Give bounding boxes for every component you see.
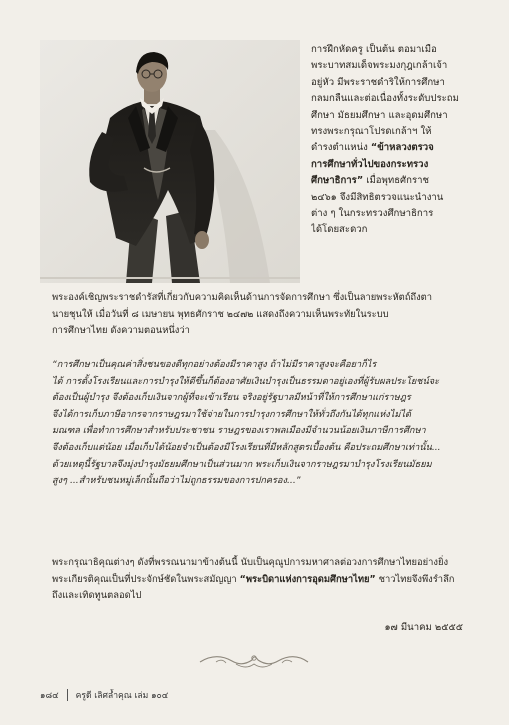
page-number: ๑๘๔ (40, 691, 59, 701)
quote-line: สูงๆ ...สำหรับชนหมู่เล็กนั้นถือว่าไม่ถูกธรรมของการปกครอง...” (52, 475, 301, 487)
intro-line: ได้โดยสะดวก (311, 224, 368, 236)
quote-line: จึงต้องเก็บแต่น้อย เมื่อเก็บได้น้อยจำเป็นต้องมีโรงเรียนที่มีหลักสูตรเบื้องต้น คือประถมศึกษาเท่านั้น... (52, 441, 441, 453)
book-title: ครูดี เลิศล้ำคุณ เล่ม ๑๐๔ (75, 691, 169, 701)
intro-line (311, 173, 483, 189)
flourish-ornament (196, 650, 312, 672)
body-line: พระองค์เชิญพระราชดำรัสที่เกี่ยวกับความคิดเห็นด้านการจัดการศึกษา ซึ่งเป็นลายพระหัตถ์ถึงตา (52, 292, 433, 303)
intro-line: พระบาทสมเด็จพระมงกุฎเกล้าเจ้า (311, 60, 448, 72)
intro-line-text: เมื่อพุทธศักราช (366, 175, 430, 187)
honorific-title: “พระบิดาแห่งการอุดมศึกษาไทย” (239, 573, 376, 585)
body-line: การศึกษาไทย ดังความตอนหนึ่งว่า (52, 325, 190, 337)
quote-line: มณฑล เพื่อทำการศึกษาสำหรับประชาชน ราษฎรของเราพลเมืองมีจำนวนน้อยเงินภาษีการศึกษา (52, 425, 426, 437)
signature-date: ๑๗ มีนาคม ๒๕๕๕ (384, 622, 463, 633)
closing-line (52, 572, 484, 589)
quote-line: ได้ การตั้งโรงเรียนและการบำรุงให้ดีขึ้นก็ต้องอาศัยเงินบำรุงเป็นธรรมดาอยู่เองที่ผู้รับผลประโยชน์จะ (52, 375, 440, 387)
quote-line: ต้องเป็นผู้บำรุง จึงต้องเก็บเงินจากผู้ที่จะเข้าเรียน จริงอยู่รัฐบาลมีหน้าที่ให้การศึกษาแก่ราษฎร (52, 392, 411, 404)
closing-text: ชาวไทยจึงพึงรำลึก (378, 573, 455, 585)
page-footer (40, 688, 168, 702)
position-title-part-2: การศึกษาทั่วไปของกระทรวง (311, 158, 429, 170)
intro-line: อยู่หัว มีพระราชดำริให้การศึกษา (311, 76, 445, 88)
intro-line: กลมกลืนและต่อเนื่องทั้งระดับประถม (311, 93, 459, 105)
intro-line: ทรงพระกรุณาโปรดเกล้าฯ ให้ (311, 126, 432, 138)
quote-line: จึงได้การเก็บภาษีอากรจากราษฎรมาใช้จ่ายในการบำรุงการศึกษาให้ทั่วถึงกันได้ทุกแห่งไม่ได้ (52, 408, 411, 420)
flourish-icon (196, 650, 312, 672)
closing-line: พระกรุณาธิคุณต่างๆ ดังที่พรรณนามาข้างต้นนี้ นับเป็นคุณูปการมหาศาลต่อวงการศึกษาไทยอย่างยิ่ง (52, 557, 449, 568)
closing-line: ถึงและเทิดทูนตลอดไป (52, 590, 142, 602)
intro-line (311, 140, 483, 156)
intro-line-text: ดำรงตำแหน่ง (311, 142, 368, 154)
quote-line: ด้วยเหตุนี้รัฐบาลจึงมุ่งบำรุงมัธยมศึกษาเป็นส่วนมาก พระเก็บเงินจากราษฎรมาบำรุงโรงเรียนมัธยม (52, 458, 432, 470)
closing-text: พระเกียรติคุณเป็นที่ประจักษ์ชัดในพระสมัญญา (52, 573, 237, 585)
position-title-part-3: ศึกษาธิการ” (311, 175, 364, 187)
closing-paragraph (52, 555, 484, 605)
footer-divider (67, 689, 68, 701)
quote-line: “การศึกษาเป็นคุณค่าสิ่งชนของดีทุกอย่างต้องมีราคาสูง ถ้าไม่มีราคาสูงจะคือยาก็ไร (52, 359, 377, 370)
intro-line: การฝึกหัดครู เป็นต้น ตอมาเมือ (311, 44, 437, 55)
body-line: นายชุนให้ เมื่อวันที่ ๘ เมษายน พุทธศักราช ๒๔๗๒ แสดงถึงความเห็นพระทัยในระบบ (52, 308, 389, 320)
intro-line: ๒๔๖๑ จึงมีสิทธิตรวจแนะนำงาน (311, 191, 444, 203)
royal-quote (52, 357, 484, 490)
portrait-illustration (40, 40, 300, 283)
intro-line: ต่าง ๆ ในกระทรวงศึกษาธิการ (311, 208, 434, 220)
position-title-part-1: “ข้าหลวงตรวจ (370, 142, 434, 154)
portrait-photo (40, 40, 300, 283)
intro-column (311, 42, 483, 239)
body-paragraph (52, 290, 484, 340)
intro-line: ศึกษา มัธยมศึกษา และอุดมศึกษา (311, 109, 448, 121)
